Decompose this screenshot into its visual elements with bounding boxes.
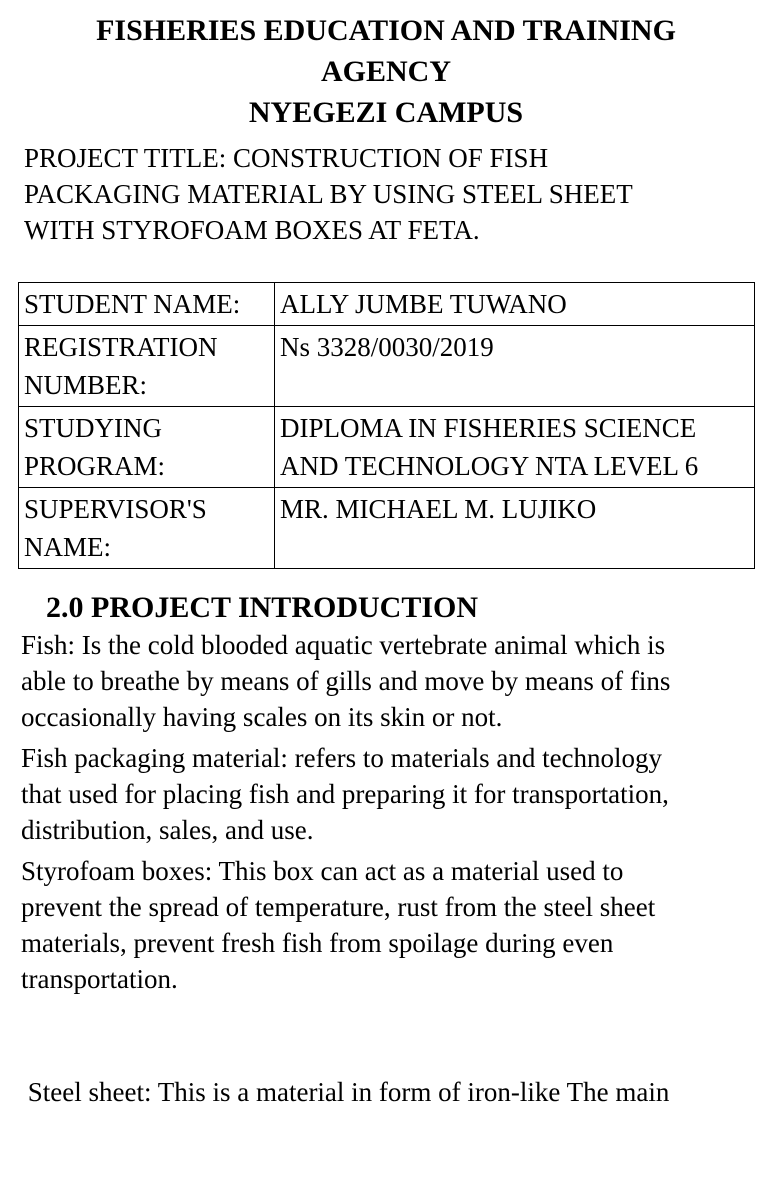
student-info-table xyxy=(18,282,755,569)
paragraph-line: materials, prevent fresh fish from spoilage during even xyxy=(21,928,614,958)
supervisor-name-value xyxy=(275,488,755,569)
paragraph-line: occasionally having scales on its skin or not. xyxy=(21,702,503,732)
agency-title-line-1: FISHERIES EDUCATION AND TRAINING xyxy=(96,14,676,47)
agency-title-line-2: AGENCY xyxy=(320,55,451,88)
paragraph-line: transportation. xyxy=(21,964,178,994)
paragraph-styrofoam-definition xyxy=(21,853,761,997)
studying-program-value xyxy=(275,407,755,488)
project-title xyxy=(24,140,744,248)
paragraph-line: Fish packaging material: refers to materials and technology xyxy=(21,743,663,773)
paragraph-line: Fish: Is the cold blooded aquatic vertebrate animal which is xyxy=(21,630,666,660)
table-row xyxy=(19,488,755,569)
cell-text: REGISTRATION xyxy=(24,332,218,362)
registration-number-label xyxy=(19,326,275,407)
paragraph-line: that used for placing fish and preparing it for transportation, xyxy=(21,779,669,809)
student-name-label xyxy=(19,283,275,326)
paragraph-fish-definition xyxy=(21,627,761,735)
paragraph-line: prevent the spread of temperature, rust from the steel sheet xyxy=(21,892,656,922)
cell-text: NAME: xyxy=(24,532,111,562)
campus-title: NYEGEZI CAMPUS xyxy=(248,96,524,129)
table-row xyxy=(19,326,755,407)
cell-text: SUPERVISOR'S xyxy=(24,494,207,524)
cell-text: MR. MICHAEL M. LUJIKO xyxy=(280,494,597,524)
cell-text: ALLY JUMBE TUWANO xyxy=(280,289,567,319)
project-title-line: PROJECT TITLE: CONSTRUCTION OF FISH xyxy=(24,143,549,173)
paragraph-line: Styrofoam boxes: This box can act as a material used to xyxy=(21,856,624,886)
cell-text: AND TECHNOLOGY NTA LEVEL 6 xyxy=(280,451,699,481)
cell-text: Ns 3328/0030/2019 xyxy=(280,332,494,362)
studying-program-label xyxy=(19,407,275,488)
project-title-line: WITH STYROFOAM BOXES AT FETA. xyxy=(24,215,480,245)
supervisor-name-label xyxy=(19,488,275,569)
registration-number-value xyxy=(275,326,755,407)
cell-text: STUDENT NAME: xyxy=(24,289,241,319)
student-name-value xyxy=(275,283,755,326)
paragraph-steel-sheet-definition xyxy=(21,1002,761,1182)
cell-text: STUDYING xyxy=(24,413,162,443)
table-row xyxy=(19,283,755,326)
paragraph-line: Steel sheet: This is a material in form of iron-like The main xyxy=(21,1077,670,1107)
cell-text: DIPLOMA IN FISHERIES SCIENCE xyxy=(280,413,697,443)
paragraph-line: distribution, sales, and use. xyxy=(21,815,314,845)
section-heading: 2.0 PROJECT INTRODUCTION xyxy=(46,591,478,624)
project-title-line: PACKAGING MATERIAL BY USING STEEL SHEET xyxy=(24,179,633,209)
paragraph-packaging-definition xyxy=(21,740,761,848)
paragraph-line: able to breathe by means of gills and move by means of fins xyxy=(21,666,671,696)
cell-text: NUMBER: xyxy=(24,370,148,400)
cell-text: PROGRAM: xyxy=(24,451,166,481)
table-row xyxy=(19,407,755,488)
